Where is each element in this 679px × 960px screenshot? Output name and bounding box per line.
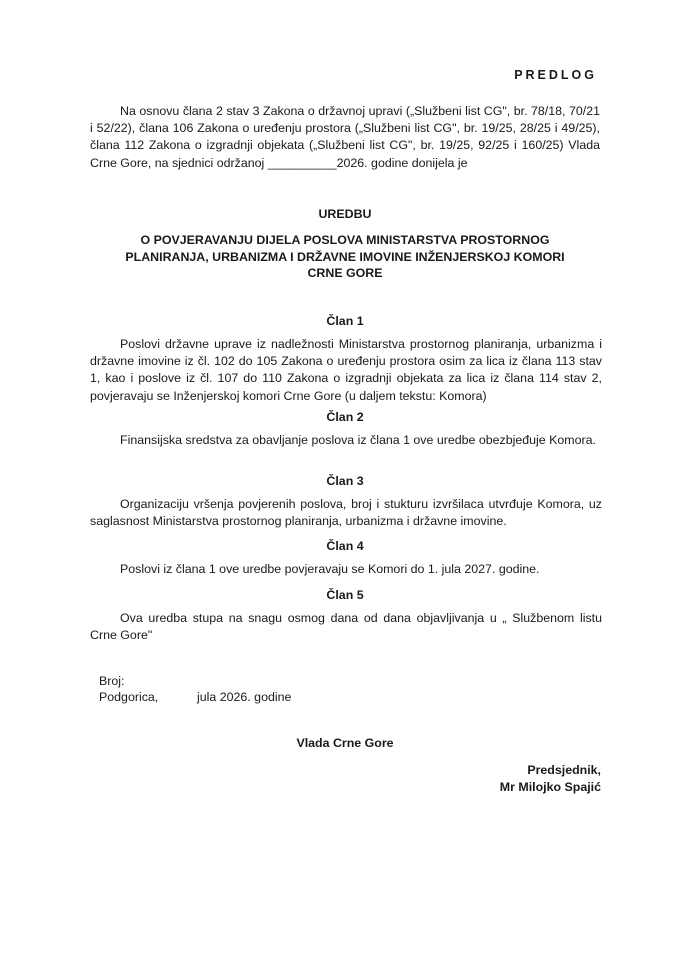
document-title: UREDBU xyxy=(318,207,372,221)
place-label: Podgorica, xyxy=(99,690,159,704)
signatory-name: Mr Milojko Spajić xyxy=(499,780,601,794)
predlog-label: PREDLOG xyxy=(514,68,597,82)
preamble-paragraph: Na osnovu člana 2 stav 3 Zakona o državnoj upravi („Službeni list CG", br. 78/18, 70/21 i 52/22), člana 106 Zakona o uređenju prostora („Službeni list CG", br. 19/25, 28/25 i 49/25), člana 112 Zakona o izgradnji objekata („Službeni list CG", br. 19/25, 92/25 i 160/25) Vlada Crne Gore, na sjednici održanoj __________2026. godine donijela je xyxy=(90,104,600,170)
document-subtitle: O POVJERAVANJU DIJELA POSLOVA MINISTARSTVA PROSTORNOG PLANIRANJA, URBANIZMA I DRŽAVNE IMOVINE INŽENJERSKOJ KOMORI CRNE GORE xyxy=(125,233,565,280)
issuer-label: Vlada Crne Gore xyxy=(296,736,394,750)
article-5-heading: Član 5 xyxy=(326,588,364,602)
article-2-text: Finansijska sredstva za obavljanje poslova iz člana 1 ove uredbe obezbjeđuje Komora. xyxy=(120,433,596,447)
article-4-text: Poslovi iz člana 1 ove uredbe povjeravaju se Komori do 1. jula 2027. godine. xyxy=(120,562,540,576)
article-2-heading: Član 2 xyxy=(326,410,364,424)
article-5-text: Ova uredba stupa na snagu osmog dana od dana objavljivanja u „ Službenom listu Crne Gore" xyxy=(90,611,602,643)
article-3-text: Organizaciju vršenja povjerenih poslova, broj i stukturu izvršilaca utvrđuje Komora, uz saglasnost Ministarstva prostornog planiranja, urbanizma i državne imovine. xyxy=(90,497,602,529)
date-label: jula 2026. godine xyxy=(197,690,292,704)
article-4-heading: Član 4 xyxy=(326,539,364,553)
broj-label: Broj: xyxy=(99,674,125,688)
signatory-block xyxy=(500,762,601,796)
article-1-text: Poslovi državne uprave iz nadležnosti Ministarstva prostornog planiranja, urbanizma i državne imovine iz čl. 102 do 105 Zakona o uređenju prostora osim za lica iz člana 113 stav 1, kao i poslove iz čl. 107 do 110 Zakona o izgradnji objekata za lica iz člana 114 stav 2, povjeravaju se Inženjerskoj komori Crne Gore (u daljem tekstu: Komora) xyxy=(90,337,602,403)
article-3-heading: Član 3 xyxy=(326,474,364,488)
signatory-title: Predsjednik, xyxy=(527,763,601,777)
article-1-heading: Član 1 xyxy=(326,314,364,328)
